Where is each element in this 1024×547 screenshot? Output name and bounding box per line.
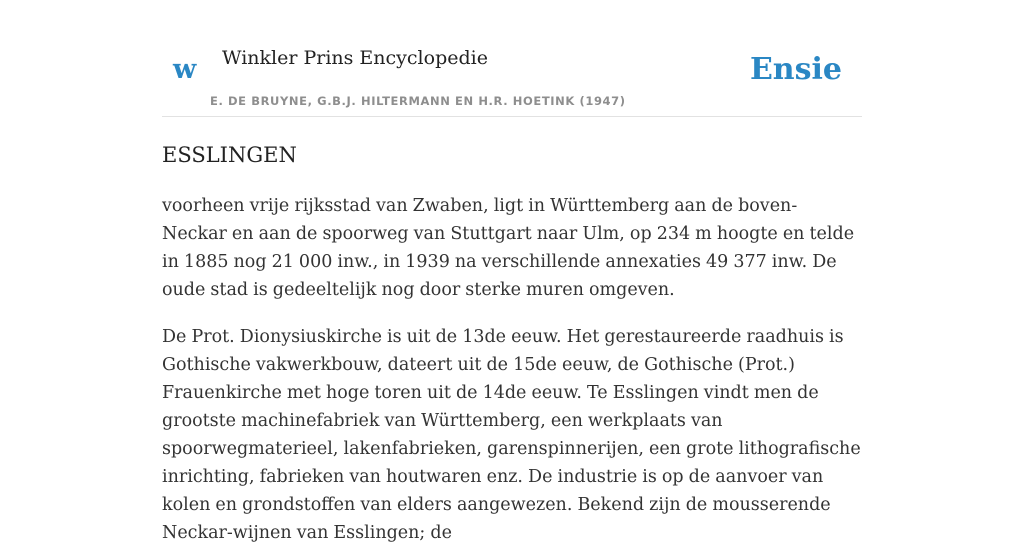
article [162,140,862,547]
publication-authors: E. DE BRUYNE, G.B.J. HILTERMANN EN H.R. HOETINK (1947) [210,94,626,108]
publication-title[interactable]: Winkler Prins Encyclopedie [222,47,488,69]
winkler-prins-logo[interactable]: w [173,54,197,85]
site-header [162,0,862,117]
article-paragraph: De Prot. Dionysiuskirche is uit de 13de eeuw. Het gerestaureerde raadhuis is Gothische vakwerkbouw, dateert uit de 15de eeuw, de Gothische (Prot.) Frauenkirche met hoge toren uit de 14de eeuw. Te Esslingen vindt men de grootste machinefabriek van Württemberg, een werkplaats van spoorwegmaterieel, lakenfabrieken, garenspinnerijen, een grote lithografische inrichting, fabrieken van houtwaren enz. De industrie is op de aanvoer van kolen en grondstoffen van elders aangewezen. Bekend zijn de mousserende Neckar-wijnen van Esslingen; de [162,327,861,543]
entry-title: ESSLINGEN [162,143,297,167]
ensie-logo-link[interactable]: Ensie [749,52,842,87]
article-paragraph: voorheen vrije rijksstad van Zwaben, ligt in Württemberg aan de boven-Neckar en aan de spoorweg van Stuttgart naar Ulm, op 234 m hoogte en telde in 1885 nog 21 000 inw., in 1939 na verschillende annexaties 49 377 inw. De oude stad is gedeeltelijk nog door sterke muren omgeven. [162,196,855,300]
